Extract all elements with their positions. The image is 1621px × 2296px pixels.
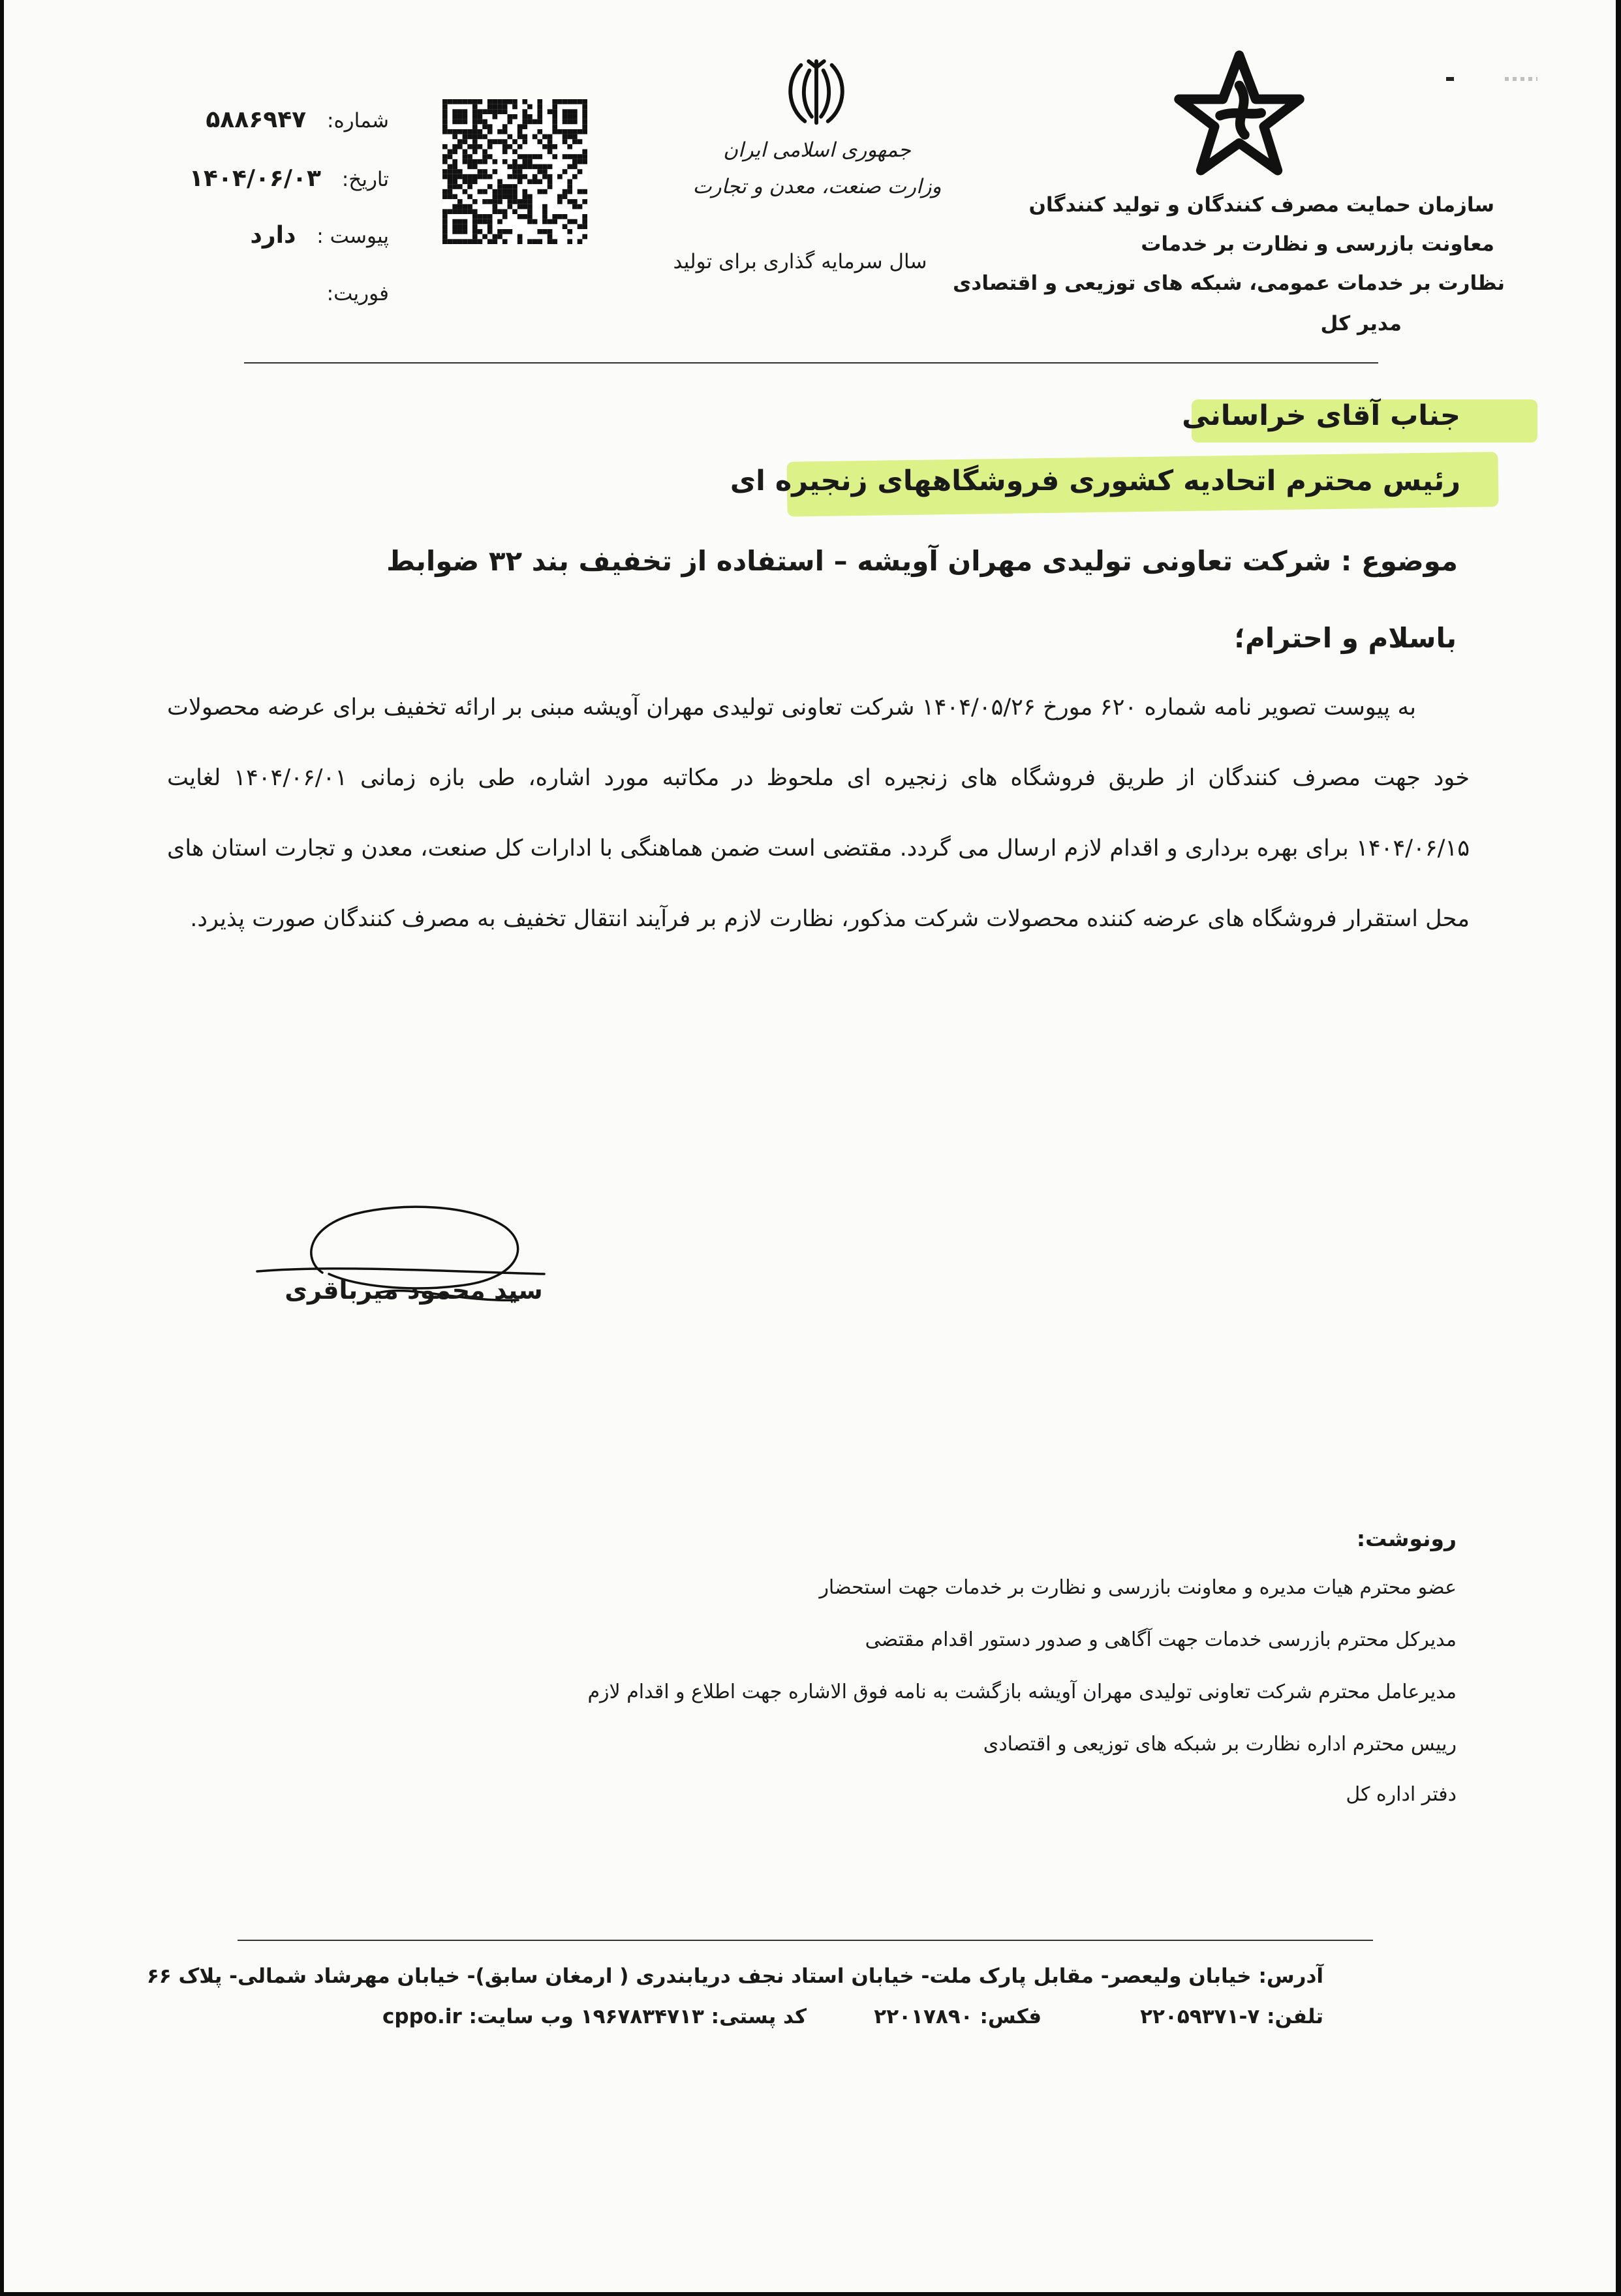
- header-divider: [244, 362, 1378, 364]
- letter-number: شماره: ۵۸۸۶۹۴۷: [206, 106, 389, 133]
- footer-postal-code: کد پستی: ۱۹۶۷۸۳۴۷۱۳: [580, 2005, 807, 2028]
- letter-greeting: باسلام و احترام؛: [1234, 622, 1457, 654]
- letter-urgency: فوریت:: [326, 282, 389, 305]
- government-name: جمهوری اسلامی ایران: [723, 138, 911, 162]
- qr-code-icon: [442, 99, 587, 244]
- cc-item: مدیرعامل محترم شرکت تعاونی تولیدی مهران آویشه بازگشت به نامه فوق الاشاره جهت اطلاع و اقدام لازم: [587, 1681, 1457, 1703]
- iran-emblem-icon: [777, 54, 856, 131]
- letter-attachment: پیوست : دارد: [250, 222, 389, 249]
- footer-fax: فکس: ۲۲۰۱۷۸۹۰: [874, 2005, 1042, 2028]
- letter-subject: موضوع : شرکت تعاونی تولیدی مهران آویشه – استفاده از تخفیف بند ۳۲ ضوابط: [386, 545, 1458, 577]
- cc-title: رونوشت:: [1356, 1526, 1457, 1551]
- cc-item: دفتر اداره کل: [1346, 1783, 1457, 1806]
- footer-divider: [238, 1940, 1373, 1941]
- recipient-title: رئیس محترم اتحادیه کشوری فروشگاههای زنجیره ای: [730, 465, 1460, 497]
- cc-item: عضو محترم هیات مدیره و معاونت بازرسی و نظارت بر خدمات جهت استحضار: [819, 1576, 1457, 1599]
- organization-department: نظارت بر خدمات عمومی، شبکه های توزیعی و اقتصادی: [953, 271, 1505, 295]
- signer-name: سید محمود میرباقری: [285, 1276, 543, 1305]
- cc-item: رییس محترم اداره نظارت بر شبکه های توزیعی و اقتصادی: [983, 1733, 1457, 1756]
- footer-phone: تلفن: ۷-۲۲۰۵۹۳۷۱: [1140, 2005, 1323, 2028]
- letter-date: تاریخ: ۱۴۰۴/۰۶/۰۳: [189, 165, 389, 192]
- year-slogan: سال سرمایه گذاری برای تولید: [673, 250, 927, 273]
- organization-deputy: معاونت بازرسی و نظارت بر خدمات: [1141, 232, 1494, 256]
- organization-role: مدیر کل: [1320, 312, 1402, 335]
- recipient-name: جناب آقای خراسانی: [1182, 399, 1460, 432]
- ministry-name: وزارت صنعت، معدن و تجارت: [692, 175, 942, 198]
- letter-body: به پیوست تصویر نامه شماره ۶۲۰ مورخ ۱۴۰۴/۰۵/۲۶ شرکت تعاونی تولیدی مهران آویشه مبنی بر ارائه تخفیف برای عرضه محصولات خود جهت مصرف کنندگان از طریق فروشگاه های زنجیره ای ملحوظ در مکاتبه مورد اشاره، طی بازه زمانی ۱۴۰۴/۰۶/۰۱ لغایت ۱۴۰۴/۰۶/۱۵ برای بهره برداری و اقدام لازم ارسال می گردد. مقتضی است ضمن هماهنگی با ادارات کل صنعت، معدن و تجارت استان های محل استقرار فروشگاه های عرضه کننده محصولات شرکت مذکور، نظارت لازم بر فرآیند انتقال تخفیف به مصرف کنندگان صورت پذیرد.: [167, 694, 1470, 932]
- letter-page: [4, 0, 1616, 2292]
- cc-item: مدیرکل محترم بازرسی خدمات جهت آگاهی و صدور دستور اقدام مقتضی: [865, 1628, 1457, 1651]
- organization-name: سازمان حمایت مصرف کنندگان و تولید کنندگان: [1028, 193, 1494, 217]
- footer-website: وب سایت: cppo.ir: [382, 2005, 574, 2028]
- footer-address: آدرس: خیابان ولیعصر- مقابل پارک ملت- خیابان استاد نجف دریابندری ( ارمغان سابق)- خیابان مهرشاد شمالی- پلاک ۶۶: [146, 1964, 1323, 1988]
- organization-logo-icon: [1171, 44, 1308, 181]
- scan-artifact: [1505, 77, 1537, 81]
- scan-mark: [1446, 77, 1454, 81]
